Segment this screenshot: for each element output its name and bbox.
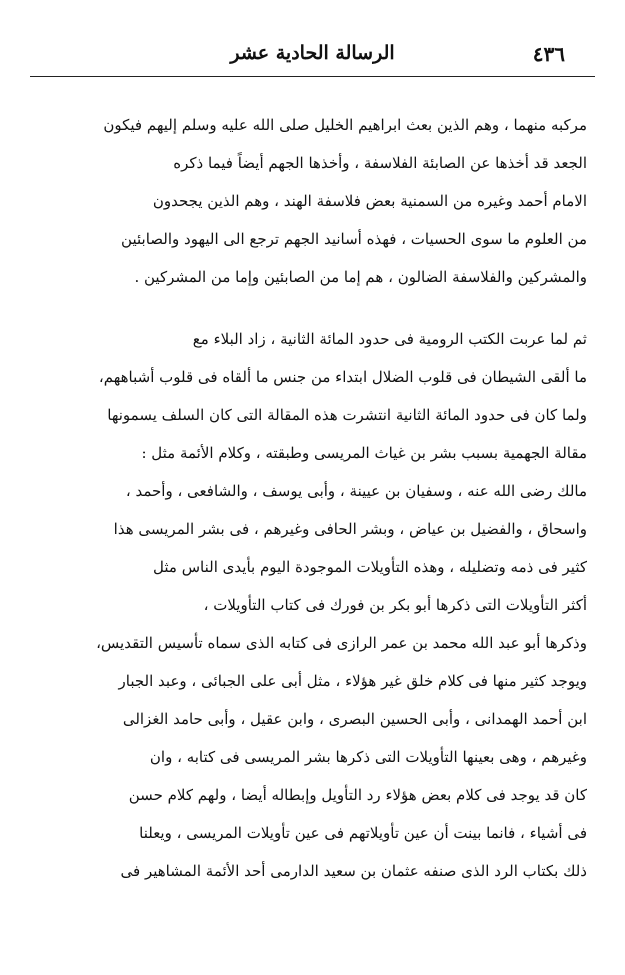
page-header [30,38,595,74]
text-line: وذكرها أبو عبد الله محمد بن عمر الرازى فى كتابه الذى سماه تأسيس التقديس، [96,634,587,652]
text-line: مركبه منهما ، وهم الذين بعث ابراهيم الخليل صلى الله عليه وسلم إليهم فيكون [103,116,587,134]
text-line: فى أشياء ، فانما بينت أن عين تأويلاتهم فى عين تأويلات المريسى ، ويعلنا [139,824,587,842]
text-line: ولما كان فى حدود المائة الثانية انتشرت هذه المقالة التى كان السلف يسمونها [107,406,587,424]
running-title: الرسالة الحادية عشر [230,42,395,64]
paragraph-2 [38,320,587,890]
header-rule [30,76,595,77]
text-line: ذلك بكتاب الرد الذى صنفه عثمان بن سعيد الدارمى أحد الأئمة المشاهير فى [120,862,587,880]
text-line: ويوجد كثير منها فى كلام خلق غير هؤلاء ، مثل أبى على الجبائى ، وعبد الجبار [118,672,587,690]
text-line: كثير فى ذمه وتضليله ، وهذه التأويلات الموجودة اليوم بأيدى الناس مثل [153,558,587,576]
text-line: ما ألقى الشيطان فى قلوب الضلال ابتداء من جنس ما ألقاه فى قلوب أشباههم، [98,368,587,386]
text-line: والمشركين والفلاسفة الضالون ، هم إما من الصابئين وإما من المشركين . [134,268,587,286]
text-line: ثم لما عربت الكتب الرومية فى حدود المائة الثانية ، زاد البلاء مع [192,330,587,348]
text-line: مقالة الجهمية بسبب بشر بن غياث المريسى وطبقته ، وكلام الأئمة مثل : [141,444,587,462]
text-line: واسحاق ، والفضيل بن عياض ، وبشر الحافى وغيرهم ، فى بشر المريسى هذا [113,520,587,538]
text-line: أكثر التأويلات التى ذكرها أبو بكر بن فورك فى كتاب التأويلات ، [203,596,587,614]
text-line: الامام أحمد وغيره من السمنية بعض فلاسفة الهند ، وهم الذين يجحدون [152,192,587,210]
text-line: وغيرهم ، وهى بعينها التأويلات التى ذكرها بشر المريسى فى كتابه ، وان [149,748,587,766]
text-line: الجعد قد أخذها عن الصابئة الفلاسفة ، وأخذها الجهم أيضاً فيما ذكره [173,154,587,172]
text-line: من العلوم ما سوى الحسيات ، فهذه أسانيد الجهم ترجع الى اليهود والصابئين [121,230,587,248]
text-line: كان قد يوجد فى كلام بعض هؤلاء رد التأويل وإبطاله أيضا ، ولهم كلام حسن [128,786,587,804]
page-number: ٤٣٦ [532,42,565,66]
text-line: ابن أحمد الهمدانى ، وأبى الحسين البصرى ، وابن عقيل ، وأبى حامد الغزالى [122,710,587,728]
paragraph-1 [38,106,587,296]
text-line: مالك رضى الله عنه ، وسفيان بن عيينة ، وأبى يوسف ، والشافعى ، وأحمد ، [125,482,587,500]
